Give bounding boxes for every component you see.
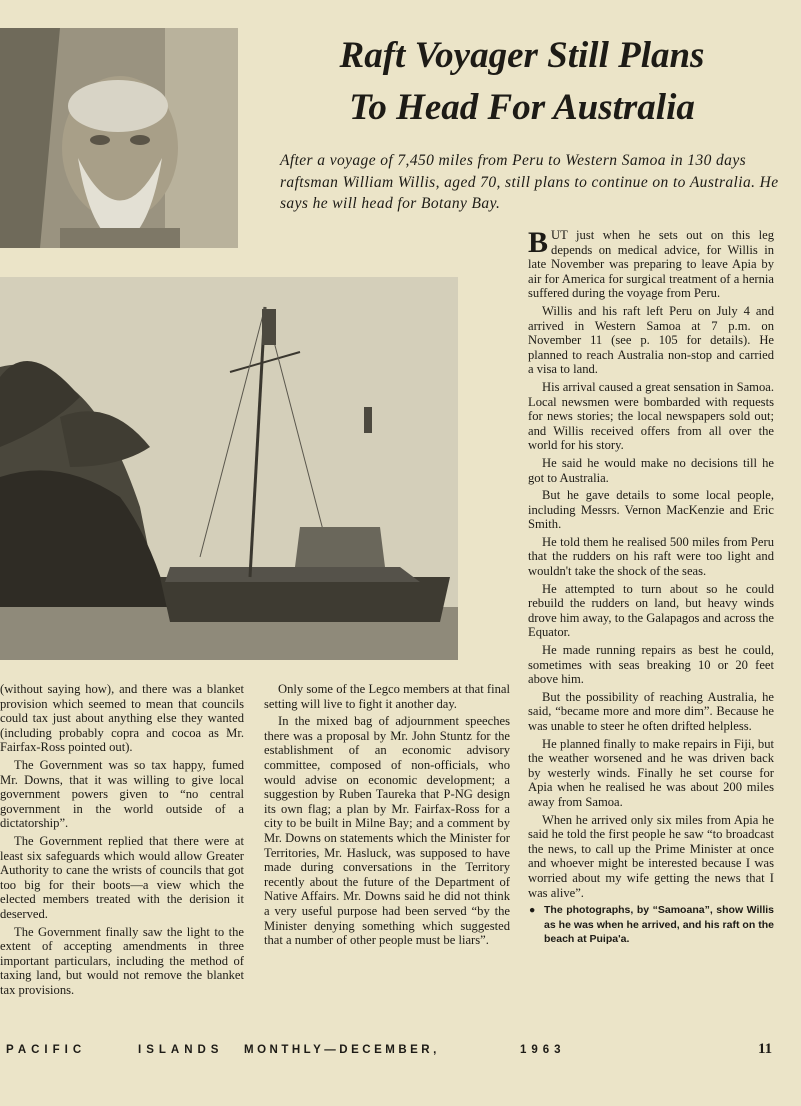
footer-publication-word-1: PACIFIC: [6, 1044, 87, 1056]
article-paragraph: But he gave details to some local people, including Messrs. Vernon MacKenzie and Eric Smith.: [528, 488, 774, 532]
portrait-illustration: [0, 28, 238, 248]
lead-paragraph: [528, 228, 774, 301]
lead-paragraph-text: UT just when he sets out on this leg depends on medical advice, for Willis in late November was preparing to leave Apia by air for America for surgical treatment of a hernia suffered during the voyage from Peru.: [528, 228, 774, 301]
raft-illustration: [0, 277, 458, 660]
article-paragraph: The Government was so tax happy, fumed Mr. Downs, that it was willing to give local government powers given to “no central government in the world outside of a dictatorship”.: [0, 757, 244, 831]
article-paragraph: He said he would make no decisions till he got to Australia.: [528, 455, 774, 485]
continued-paragraph: (without saying how), and there was a blanket provision which seemed to mean that councils could tax just about anything else they wanted (including probably copra and cocoa as Mr. Fairfax-Ross pointed out).: [0, 682, 244, 755]
standfirst: After a voyage of 7,450 miles from Peru to Western Samoa in 130 days raftsman William Willis, aged 70, still plans to continue on to Australia. He says he will head for Botany Bay.: [280, 152, 779, 212]
photo-caption: [528, 903, 774, 947]
article-paragraph: His arrival caused a great sensation in Samoa. Local newsmen were bombarded with requests for news stories; the local newspapers sold out; and Willis received offers from all over the world for his story.: [528, 379, 774, 453]
article-paragraph: When he arrived only six miles from Apia he said he told the first people he saw “to broadcast the news, to call up the Prime Minister at once and whoever might be interested because I was worried about my wife getting the news that I was alive”.: [528, 812, 774, 900]
article-column-left: [0, 682, 244, 997]
article-paragraph: He told them he realised 500 miles from Peru that the rudders on his raft were too light and wouldn't take the shock of the seas.: [528, 534, 774, 579]
footer-publication-word-2: ISLANDS: [138, 1044, 224, 1056]
article-paragraph: The Government replied that there were at least six safeguards which would allow Greater Authority to cane the wrists of councils that got too big for their boots—a view which the elected members treated with the derision it deserved.: [0, 833, 244, 921]
photo-caption-text: The photographs, by “Samoana”, show Willis as he was when he arrived, and his raft on the beach at Puipa'a.: [544, 904, 774, 946]
portrait-photo-willis: [0, 28, 238, 248]
headline-line-2: To Head For Australia: [349, 87, 695, 128]
page-footer: [6, 1041, 796, 1064]
article-paragraph: He made running repairs as best he could, sometimes with seas breaking 10 or 20 feet above him.: [528, 643, 774, 687]
raft-beach-photo: [0, 277, 458, 660]
page-number: 11: [758, 1041, 773, 1057]
article-paragraph: In the mixed bag of adjournment speeches there was a proposal by Mr. John Stuntz for the establishment of an economic advisory committee, composed of non-officials, who would advise on economic development; a suggestion by Ruben Taureka that P-NG design its own flag; a plan by Mr. Fairfax-Ross for a city to be built in Milne Bay; and a comment by Mr. Downs on statements which the Minister for Territories, Mr. Hasluck, was supposed to have made during conversations in the Territory recently about the future of the Department of Native Affairs. Mr. Downs said he did not think a very useful purpose had been served “by the Minister denying something which suggested that a number of other people must be liars”.: [264, 714, 510, 948]
article-paragraph: Willis and his raft left Peru on July 4 and arrived in Western Samoa at 7 p.m. on November 11 (see p. 105 for details). He planned to reach Australia non-stop and carried a visa to land.: [528, 303, 774, 377]
article-paragraph: He attempted to turn about so he could rebuild the rudders on land, but heavy winds drove him away, to the Galapagos and across the Equator.: [528, 581, 774, 640]
article-column-middle: [264, 682, 510, 948]
article-column-right: [528, 228, 774, 947]
article-paragraph: But the possibility of reaching Australia, he said, “became more and more dim”. Because he was unable to steer he often drifted helpless.: [528, 689, 774, 733]
footer-issue: MONTHLY—DECEMBER,: [244, 1044, 440, 1056]
article-paragraph: Only some of the Legco members at that final setting will live to fight it another day.: [264, 682, 510, 711]
article-paragraph: He planned finally to make repairs in Fiji, but the weather worsened and he was driven back by westerly winds. Finally he set course for Apia when he realised he was about 200 miles away from Samoa.: [528, 736, 774, 809]
footer-year: 1963: [520, 1044, 566, 1056]
drop-cap: B: [528, 226, 549, 259]
bullet-icon: ●: [529, 904, 536, 917]
article-paragraph: The Government finally saw the light to the extent of accepting amendments in three important particulars, including the method of taxing land, but would not remove the blanket tax provisions.: [0, 924, 244, 997]
headline: [262, 30, 782, 134]
headline-line-1: Raft Voyager Still Plans: [339, 35, 705, 76]
